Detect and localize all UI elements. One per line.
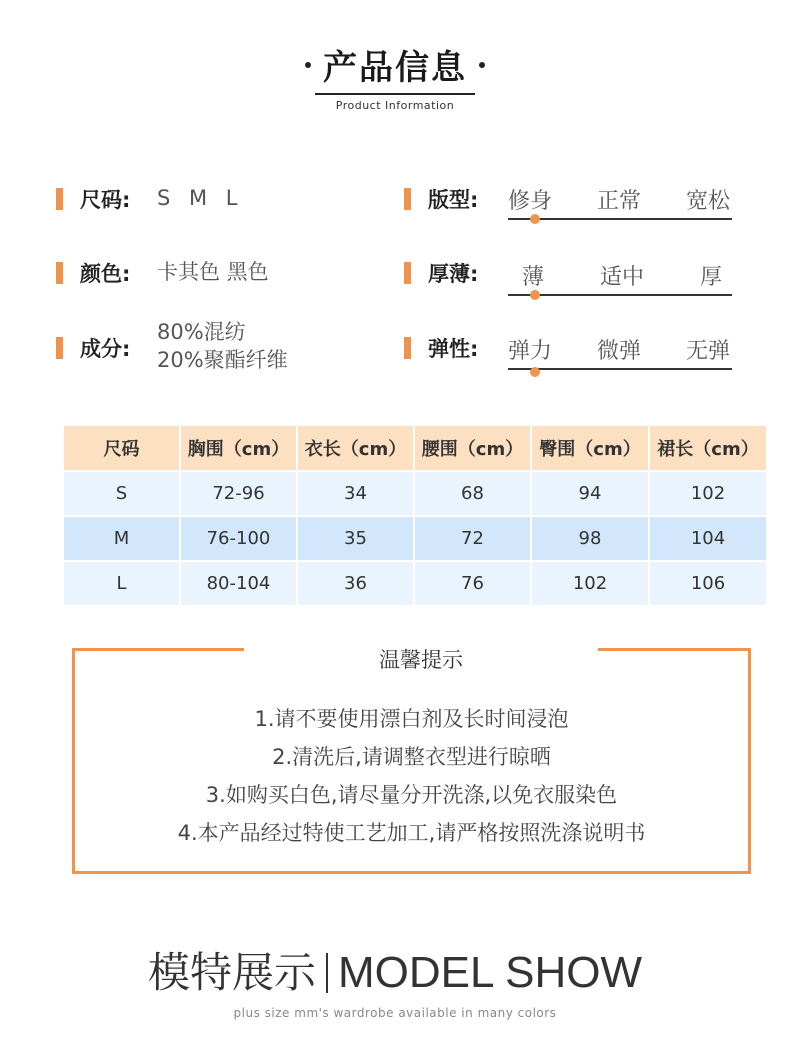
thickness-option: 薄 [522, 265, 545, 290]
accent-bar [404, 337, 411, 359]
table-cell: 104 [649, 516, 767, 561]
accent-bar [56, 337, 63, 359]
tip-item: 1.请不要使用漂白剂及长时间浸泡 [254, 707, 569, 731]
fit-scale-line [508, 218, 732, 220]
thickness-indicator [530, 290, 540, 300]
page-subtitle: Product Information [335, 99, 455, 112]
table-cell: 106 [649, 561, 767, 606]
table-cell: 72 [414, 516, 531, 561]
title-underline [315, 93, 475, 95]
table-cell: 98 [531, 516, 649, 561]
table-cell: 35 [297, 516, 414, 561]
model-title-en: MODEL SHOW [338, 948, 642, 997]
table-cell: L [63, 561, 180, 606]
section-header [0, 40, 790, 112]
elasticity-indicator [530, 367, 540, 377]
model-title-row [0, 940, 790, 1000]
thickness-label: 厚薄: [428, 262, 479, 286]
table-cell: S [63, 471, 180, 516]
accent-bar [404, 262, 411, 284]
model-show-heading [0, 940, 790, 1020]
table-header-cell: 胸围（cm） [180, 425, 297, 471]
color-value: 卡其色 黑色 [157, 260, 269, 284]
tip-item: 2.清洗后,请调整衣型进行晾晒 [272, 745, 551, 769]
table-cell: 76 [414, 561, 531, 606]
tips-list [72, 700, 751, 852]
table-cell: 102 [531, 561, 649, 606]
tips-border-top-left [72, 648, 244, 651]
tips-title: 温馨提示 [379, 648, 463, 672]
table-header-cell: 臀围（cm） [531, 425, 649, 471]
fit-option: 修身 [508, 189, 553, 214]
table-header-row [63, 425, 767, 471]
elasticity-label: 弹性: [428, 337, 479, 361]
material-line: 80%混纺 [157, 320, 246, 344]
tips-border-top-right [598, 648, 751, 651]
page-title: 产品信息 [323, 48, 467, 88]
elasticity-option: 弹力 [508, 339, 553, 364]
dot-icon [305, 62, 311, 68]
thickness-option: 适中 [599, 265, 644, 290]
table-header-cell: 腰围（cm） [414, 425, 531, 471]
elasticity-scale-line [508, 368, 732, 370]
color-label: 颜色: [80, 262, 131, 286]
fit-option: 宽松 [685, 189, 730, 214]
table-cell: 80-104 [180, 561, 297, 606]
thickness-options [522, 260, 722, 291]
table-header-cell: 裙长（cm） [649, 425, 767, 471]
tip-item: 3.如购买白色,请尽量分开洗涤,以免衣服染色 [205, 783, 618, 807]
table-header-cell: 衣长（cm） [297, 425, 414, 471]
fit-option: 正常 [596, 189, 641, 214]
material-line: 20%聚酯纤维 [157, 348, 288, 372]
fit-options [508, 184, 730, 215]
accent-bar [404, 188, 411, 210]
dot-icon [479, 62, 485, 68]
table-header-cell: 尺码 [63, 425, 180, 471]
elasticity-options [508, 334, 730, 365]
tip-item: 4.本产品经过特使工艺加工,请严格按照洗涤说明书 [177, 821, 646, 845]
table-row [63, 516, 767, 561]
table-cell: 72-96 [180, 471, 297, 516]
model-subtitle: plus size mm's wardrobe available in many colors [233, 1006, 557, 1020]
title-row [0, 40, 790, 89]
size-value: S M L [157, 186, 244, 210]
material-value [157, 318, 288, 374]
elasticity-option: 无弹 [685, 339, 730, 364]
accent-bar [56, 262, 63, 284]
table-cell: 94 [531, 471, 649, 516]
accent-bar [56, 188, 63, 210]
table-cell: 76-100 [180, 516, 297, 561]
table-row [63, 561, 767, 606]
size-table [62, 424, 768, 607]
table-cell: 68 [414, 471, 531, 516]
title-separator [326, 953, 328, 993]
model-title-cn: 模特展示 [148, 948, 317, 997]
fit-indicator [530, 214, 540, 224]
table-cell: 34 [297, 471, 414, 516]
table-cell: M [63, 516, 180, 561]
fit-label: 版型: [428, 188, 479, 212]
table-row [63, 471, 767, 516]
size-table-wrap [62, 424, 768, 607]
material-label: 成分: [80, 337, 131, 361]
thickness-option: 厚 [699, 265, 722, 290]
thickness-scale-line [508, 294, 732, 296]
elasticity-option: 微弹 [596, 339, 641, 364]
size-label: 尺码: [80, 188, 131, 212]
table-cell: 36 [297, 561, 414, 606]
table-cell: 102 [649, 471, 767, 516]
